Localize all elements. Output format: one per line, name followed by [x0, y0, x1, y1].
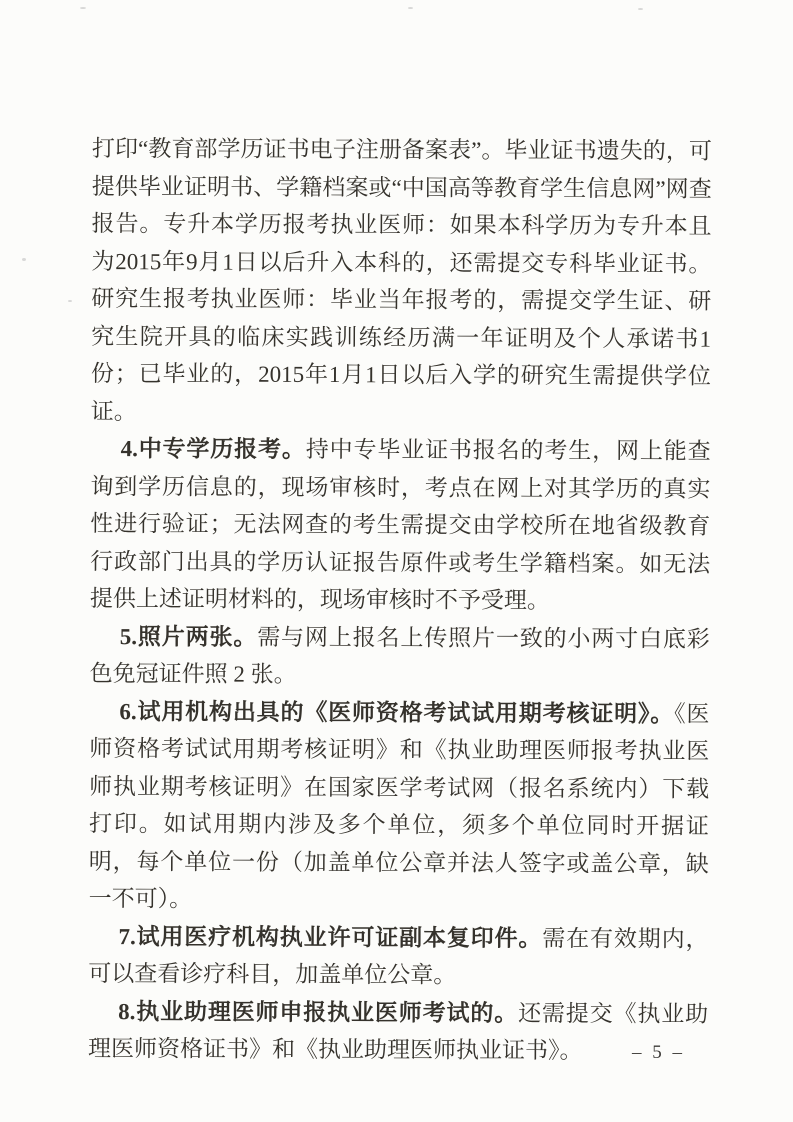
page-number: – 5 –: [632, 1042, 685, 1063]
item-lead-text: 7.试用医疗机构执业许可证副本复印件。: [118, 923, 543, 951]
scan-speck: [68, 300, 72, 302]
document-body: [88, 130, 712, 1070]
para-item-4: [90, 430, 711, 620]
body-text: 《医师资格考试试用期考核证明》和《执业助理医师报考执业医师执业期考核证明》在国家医学考试网（报名系统内）下载打印。如试用期内涉及多个单位，须多个单位同时开据证明，每个单位一份（加盖单位公章并法人签字或盖公章，缺一不可）。: [88, 701, 710, 912]
scan-speck: [638, 8, 643, 10]
item-lead-text: 5.照片两张。: [119, 623, 258, 650]
para-item-6: [89, 692, 710, 920]
item-lead-text: 8.执业助理医师申报执业医师考试的。: [118, 998, 519, 1026]
item-lead-text: 6.试用机构出具的《医师资格考试试用期考核证明》。: [119, 698, 675, 727]
scan-speck: [80, 7, 86, 9]
scan-speck: [408, 7, 413, 9]
body-text: 需在有效期内，可以查看诊疗科目，加盖单位公章。: [88, 925, 709, 988]
body-text: 还需提交《执业助理医师资格证书》和《执业助理医师执业证书》。: [87, 1000, 709, 1064]
body-text: 打印“教育部学历证书电子注册备案表”。毕业证书遗失的，可提供毕业证明书、学籍档案或“中国高等教育学生信息网”网查报告。专升本学历报考执业医师：如果本科学历为专升本且为2015年9月1日以后升入本科的，还需提交专科毕业证书。研究生报考执业医师：毕业当年报考的，需提交学生证、研究生院开具的临床实践训练经历满一年证明及个人承诺书1份；已毕业的，2015年1月1日以后入学的研究生需提供学位证。: [90, 135, 712, 424]
para-continuation: [91, 130, 712, 433]
scan-speck: [22, 258, 26, 261]
para-item-5: [90, 617, 710, 695]
body-text: 持中专毕业证书报名的考生，网上能查询到学历信息的，现场审核时，考点在网上对其学历的真实性进行验证；无法网查的考生需提交由学校所在地省级教育行政部门出具的学历认证报告原件或考生学籍档案。如无法提供上述证明材料的，现场审核时不予受理。: [89, 436, 711, 614]
body-text: 需与网上报名上传照片一致的小两寸白底彩色免冠证件照 2 张。: [89, 624, 710, 687]
para-item-7: [88, 917, 708, 995]
para-item-8: [88, 992, 708, 1070]
item-lead-text: 4.中专学历报考。: [120, 436, 306, 462]
